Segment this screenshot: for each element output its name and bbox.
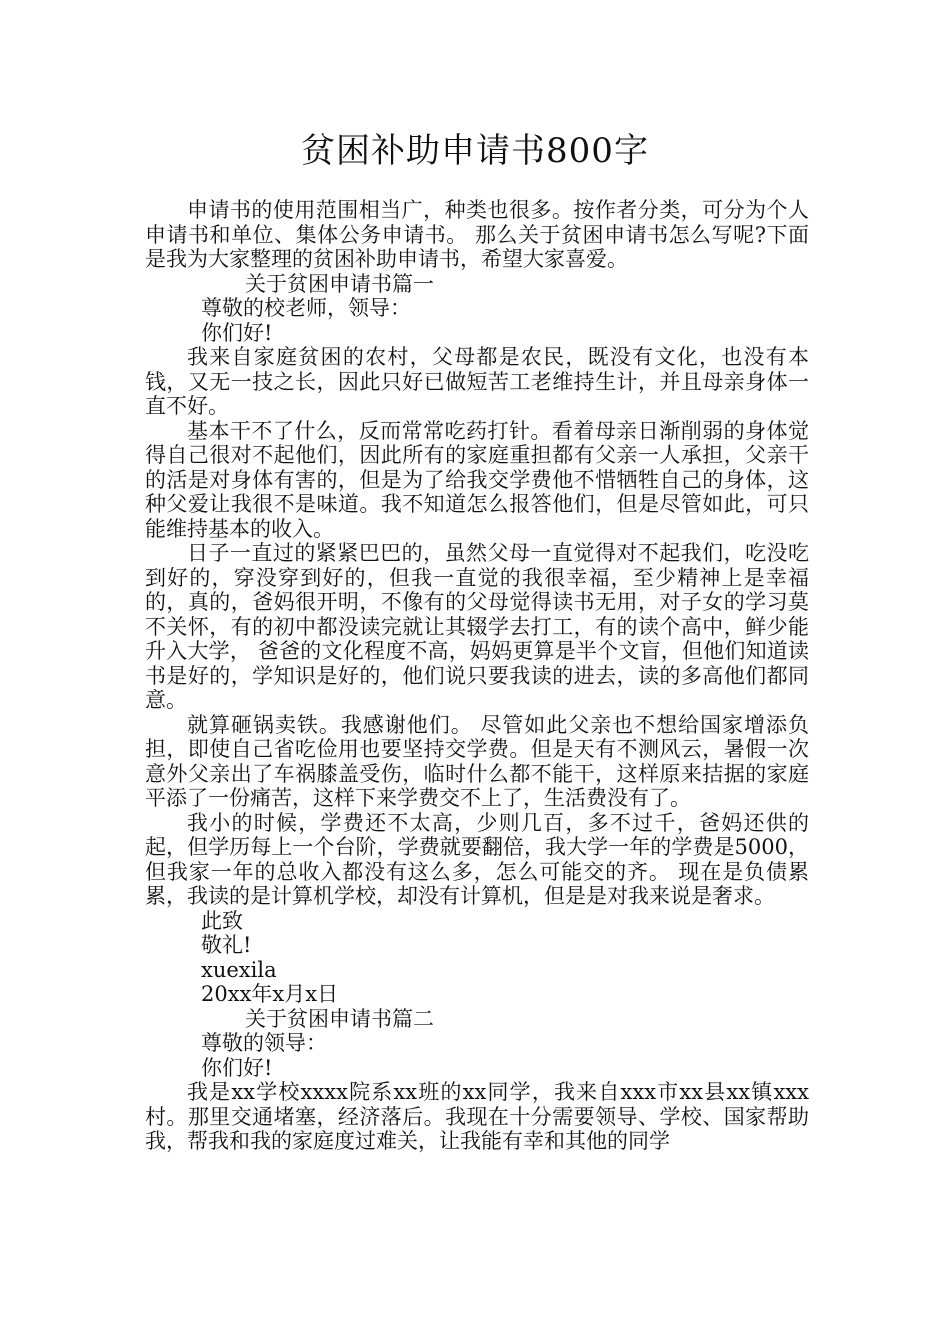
section1-paragraph-4: 就算砸锅卖铁。我感谢他们。 尽管如此父亲也不想给国家增添负担，即使自己省吃俭用也要坚持交学费。但是天有不测风云，暑假一次意外父亲出了车祸膝盖受伤，临时什么都不能干，这样原来拮据的家庭平添了一份痛苦，这样下来学费交不上了，生活费没有了。 [145,712,809,810]
section1-greeting: 你们好! [201,320,273,345]
section1-paragraph-5: 我小的时候，学费还不太高，少则几百，多不过千，爸妈还供的起，但学历每上一个台阶，学费就要翻倍，我大学一年的学费是5000，但我家一年的总收入都没有这么多，怎么可能交的齐。 现在是负债累累，我读的是计算机学校，却没有计算机，但是是对我来说是奢求。 [145,810,809,908]
section2-greeting: 你们好! [201,1055,273,1080]
section2-salutation: 尊敬的领导： [201,1031,327,1055]
section1-date: 20xx年x月x日 [201,982,339,1006]
section1-signature: xuexila [201,957,277,982]
section1-heading: 关于贫困申请书篇一 [245,271,434,296]
section1-paragraph-2: 基本干不了什么，反而常常吃药打针。看着母亲日渐削弱的身体觉得自己很对不起他们，因此所有的家庭重担都有父亲一人承担，父亲干的活是对身体有害的，但是为了给我交学费他不惜牺牲自己的身体，这种父爱让我很不是味道。我不知道怎么报答他们，但是尽管如此，可只能维持基本的收入。 [145,418,809,541]
document-title: 贫困补助申请书800字 [301,131,649,171]
section1-salutation: 尊敬的校老师，领导： [201,296,411,320]
section1-paragraph-3: 日子一直过的紧紧巴巴的，虽然父母一直觉得对不起我们，吃没吃到好的，穿没穿到好的，但我一直觉的我很幸福，至少精神上是幸福的，真的，爸妈很开明，不像有的父母觉得读书无用，对子女的学习莫不关怀，有的初中都没读完就让其辍学去打工，有的读个高中，鲜少能升入大学， 爸爸的文化程度不高，妈妈更算是半个文盲，但他们知道读书是好的，学知识是好的，他们说只要我读的进去，读的多高他们都同意。 [145,541,809,712]
section1-closing-2: 敬礼! [201,933,252,957]
section2-heading: 关于贫困申请书篇二 [245,1006,434,1031]
document-body [145,198,809,1154]
intro-paragraph: 申请书的使用范围相当广，种类也很多。按作者分类，可分为个人申请书和单位、集体公务申请书。 那么关于贫困申请书怎么写呢?下面是我为大家整理的贫困补助申请书，希望大家喜爱。 [145,198,809,271]
section1-closing-1: 此致 [201,908,243,933]
section1-paragraph-1: 我来自家庭贫困的农村，父母都是农民，既没有文化，也没有本钱，又无一技之长，因此只好已做短苦工老维持生计，并且母亲身体一直不好。 [145,345,809,418]
section2-paragraph: 我是xx学校xxxx院系xx班的xx同学，我来自xxx市xx县xx镇xxx村。那里交通堵塞，经济落后。我现在十分需要领导、学校、国家帮助我，帮我和我的家庭度过难关，让我能有幸和其他的同学 [145,1080,809,1153]
